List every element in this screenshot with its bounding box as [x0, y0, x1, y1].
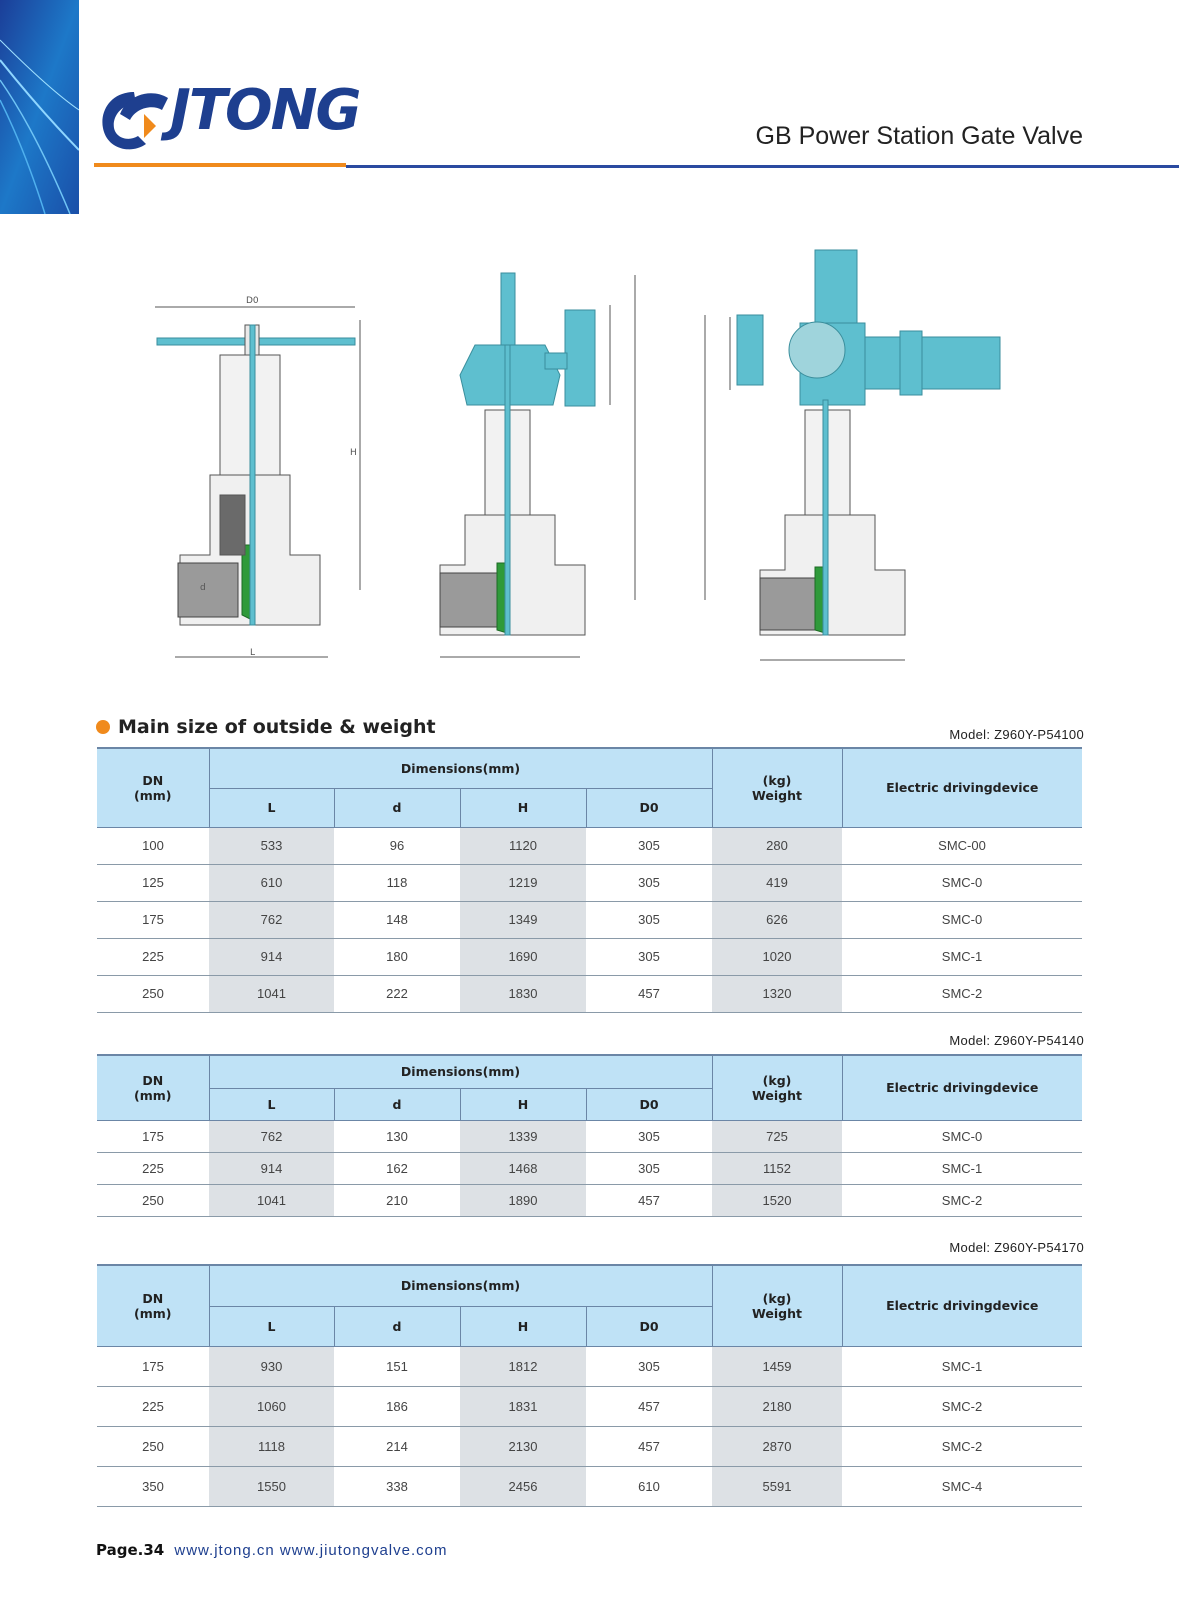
table-cell: 130 [334, 1120, 460, 1152]
page-number: Page.34 [96, 1541, 165, 1559]
table-cell: 305 [586, 1120, 712, 1152]
table-cell: 1890 [460, 1184, 586, 1216]
table-cell: 626 [712, 901, 842, 938]
table-cell: 1120 [460, 827, 586, 864]
table-cell: 305 [586, 1346, 712, 1386]
col-d: d [334, 1306, 460, 1346]
table-cell: 162 [334, 1152, 460, 1184]
col-device: Electric drivingdevice [842, 1265, 1082, 1346]
table-cell: 914 [209, 1152, 334, 1184]
table-cell: SMC-2 [842, 975, 1082, 1012]
table-cell: SMC-1 [842, 1346, 1082, 1386]
table-cell: 1690 [460, 938, 586, 975]
col-device: Electric drivingdevice [842, 748, 1082, 827]
table-cell: 2870 [712, 1426, 842, 1466]
table-cell: 1459 [712, 1346, 842, 1386]
drawing-label-d: d [200, 583, 206, 593]
col-d0: D0 [586, 788, 712, 827]
table-cell: 1041 [209, 1184, 334, 1216]
website-links[interactable]: www.jtong.cn www.jiutongvalve.com [174, 1542, 448, 1559]
brand-wordmark: JTONG [170, 78, 360, 143]
table-cell: 1041 [209, 975, 334, 1012]
col-l: L [209, 1088, 334, 1120]
table-cell: 914 [209, 938, 334, 975]
table-row [97, 975, 1082, 1012]
col-weight: (kg) Weight [712, 1055, 842, 1120]
table-cell: 250 [97, 975, 209, 1012]
table-cell: 1118 [209, 1426, 334, 1466]
table-cell: 1219 [460, 864, 586, 901]
table-cell: 419 [712, 864, 842, 901]
drawing-label-h: H [350, 448, 357, 458]
table-cell: SMC-1 [842, 1152, 1082, 1184]
table-row [97, 1120, 1082, 1152]
spec-table [97, 1264, 1082, 1507]
table-cell: SMC-0 [842, 901, 1082, 938]
bevel-gear-valve-drawing [440, 273, 635, 657]
model-label: Model: Z960Y-P54170 [949, 1240, 1084, 1255]
table-row [97, 1466, 1082, 1506]
table-cell: 175 [97, 1120, 209, 1152]
table-cell: 305 [586, 1152, 712, 1184]
table-cell: 1830 [460, 975, 586, 1012]
table-cell: 1152 [712, 1152, 842, 1184]
table-cell: 180 [334, 938, 460, 975]
table-cell: 338 [334, 1466, 460, 1506]
table-cell: 350 [97, 1466, 209, 1506]
table-cell: 610 [209, 864, 334, 901]
table-cell: 1812 [460, 1346, 586, 1386]
table-cell: 148 [334, 901, 460, 938]
table-cell: 725 [712, 1120, 842, 1152]
table-cell: 118 [334, 864, 460, 901]
table-cell: 1831 [460, 1386, 586, 1426]
table-cell: 210 [334, 1184, 460, 1216]
table-cell: 610 [586, 1466, 712, 1506]
table-cell: 305 [586, 827, 712, 864]
table-row [97, 1386, 1082, 1426]
section-title: Main size of outside & weight [118, 716, 436, 738]
table-row [97, 827, 1082, 864]
col-d: d [334, 1088, 460, 1120]
electric-actuator-valve-drawing [705, 250, 1000, 660]
col-dn: DN (mm) [97, 1055, 209, 1120]
table-cell: 1020 [712, 938, 842, 975]
table-cell: 305 [586, 864, 712, 901]
table-cell: 186 [334, 1386, 460, 1426]
table-cell: SMC-0 [842, 864, 1082, 901]
manual-valve-drawing [155, 296, 360, 658]
table-cell: SMC-2 [842, 1386, 1082, 1426]
table-cell: 175 [97, 1346, 209, 1386]
table-cell: 1060 [209, 1386, 334, 1426]
model-label: Model: Z960Y-P54100 [949, 727, 1084, 742]
table-cell: 457 [586, 1184, 712, 1216]
table-cell: 250 [97, 1184, 209, 1216]
spec-table [97, 1054, 1082, 1217]
table-cell: 305 [586, 938, 712, 975]
table-cell: 1468 [460, 1152, 586, 1184]
col-dimensions: Dimensions(mm) [209, 748, 712, 788]
table-row [97, 901, 1082, 938]
table-cell: SMC-00 [842, 827, 1082, 864]
table-cell: 1520 [712, 1184, 842, 1216]
table-cell: SMC-2 [842, 1184, 1082, 1216]
table-cell: 5591 [712, 1466, 842, 1506]
table-cell: 250 [97, 1426, 209, 1466]
section-heading [96, 716, 436, 738]
table-cell: 2456 [460, 1466, 586, 1506]
table-cell: 533 [209, 827, 334, 864]
col-h: H [460, 1306, 586, 1346]
table-cell: SMC-4 [842, 1466, 1082, 1506]
table-row [97, 864, 1082, 901]
orange-rule [94, 163, 346, 167]
bullet-dot-icon [96, 720, 110, 734]
table-cell: 762 [209, 1120, 334, 1152]
table-cell: 151 [334, 1346, 460, 1386]
corner-decoration [0, 0, 79, 214]
col-weight: (kg) Weight [712, 748, 842, 827]
blue-rule [346, 165, 1179, 168]
table-cell: 175 [97, 901, 209, 938]
page-footer [96, 1541, 447, 1559]
model-label: Model: Z960Y-P54140 [949, 1033, 1084, 1048]
table-cell: 2180 [712, 1386, 842, 1426]
table-cell: 214 [334, 1426, 460, 1466]
table-cell: 100 [97, 827, 209, 864]
table-cell: 305 [586, 901, 712, 938]
col-h: H [460, 1088, 586, 1120]
table-row [97, 1184, 1082, 1216]
drawing-label-l: L [250, 648, 256, 658]
col-dimensions: Dimensions(mm) [209, 1265, 712, 1306]
table-cell: 96 [334, 827, 460, 864]
col-d: d [334, 788, 460, 827]
table-cell: 2130 [460, 1426, 586, 1466]
table-cell: 1339 [460, 1120, 586, 1152]
table-cell: SMC-1 [842, 938, 1082, 975]
table-row [97, 1426, 1082, 1466]
col-l: L [209, 1306, 334, 1346]
table-cell: 457 [586, 1386, 712, 1426]
table-cell: 762 [209, 901, 334, 938]
page-title: GB Power Station Gate Valve [755, 122, 1083, 150]
table-cell: 1349 [460, 901, 586, 938]
table-cell: 457 [586, 1426, 712, 1466]
valve-drawings [150, 245, 1030, 680]
table-cell: 225 [97, 938, 209, 975]
col-weight: (kg) Weight [712, 1265, 842, 1346]
col-h: H [460, 788, 586, 827]
table-cell: SMC-2 [842, 1426, 1082, 1466]
spec-table [97, 747, 1082, 1013]
col-device: Electric drivingdevice [842, 1055, 1082, 1120]
table-cell: 125 [97, 864, 209, 901]
table-row [97, 938, 1082, 975]
drawing-label-d0: D0 [246, 296, 259, 306]
table-cell: 225 [97, 1152, 209, 1184]
col-d0: D0 [586, 1088, 712, 1120]
table-cell: 225 [97, 1386, 209, 1426]
col-l: L [209, 788, 334, 827]
col-d0: D0 [586, 1306, 712, 1346]
col-dimensions: Dimensions(mm) [209, 1055, 712, 1088]
table-cell: 222 [334, 975, 460, 1012]
col-dn: DN (mm) [97, 748, 209, 827]
table-cell: 457 [586, 975, 712, 1012]
table-cell: 1550 [209, 1466, 334, 1506]
col-dn: DN (mm) [97, 1265, 209, 1346]
table-cell: 930 [209, 1346, 334, 1386]
table-cell: 1320 [712, 975, 842, 1012]
table-cell: SMC-0 [842, 1120, 1082, 1152]
table-row [97, 1346, 1082, 1386]
table-row [97, 1152, 1082, 1184]
table-cell: 280 [712, 827, 842, 864]
